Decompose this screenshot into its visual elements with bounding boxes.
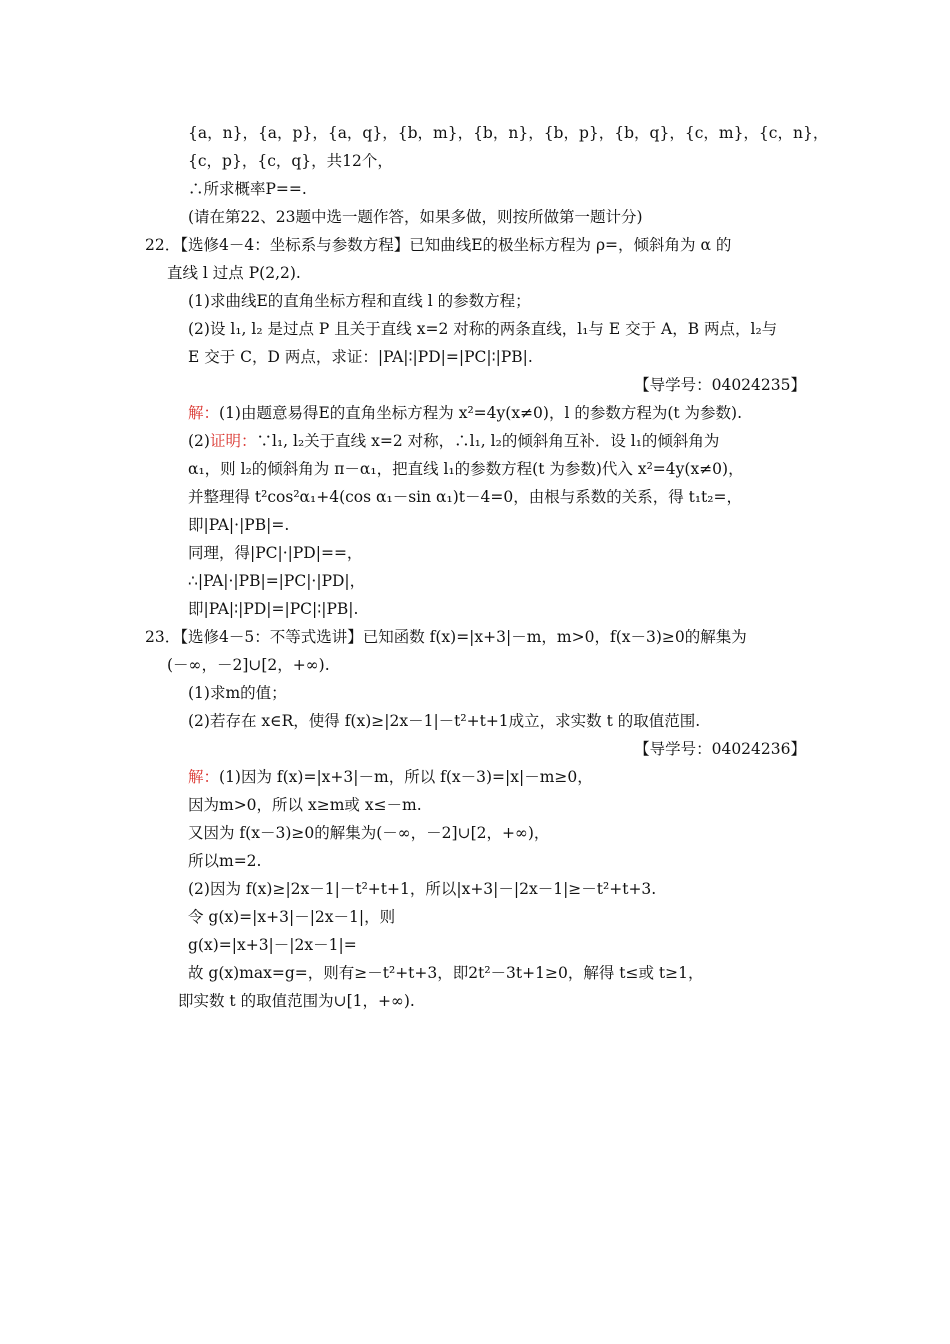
solution-22-line-8: 即|PA|∶|PD|=|PC|∶|PB|. (188, 600, 359, 618)
solution-label: 解： (188, 404, 220, 422)
solution-22-line-3: α₁，则 l₂的倾斜角为 π－α₁，把直线 l₁的参数方程(t 为参数)代入 x²=4y(x≠0)， (188, 460, 744, 478)
choice-note: (请在第22、23题中选一题作答，如果多做，则按所做第一题计分) (188, 208, 643, 226)
solution-23-line-8: 故 g(x)max=g=，则有≥－t²+t+3，即2t²－3t+1≥0，解得 t≤或 t≥1， (188, 964, 704, 982)
problem-22-guide-number: 【导学号：04024235】 (634, 376, 806, 394)
problem-23-guide-number: 【导学号：04024236】 (634, 740, 806, 758)
solution-23-line-7: g(x)=|x+3|－|2x－1|= (188, 936, 357, 954)
solution-22-line-4: 并整理得 t²cos²α₁+4(cos α₁－sin α₁)t－4=0，由根与系数的关系，得 t₁t₂=， (188, 488, 742, 506)
solution-22-line-1: 解：(1)由题意易得E的直角坐标方程为 x²=4y(x≠0)，l 的参数方程为(t 为参数). (188, 404, 743, 422)
solution-22-line-2: (2)证明：∵l₁, l₂关于直线 x=2 对称，∴l₁, l₂的倾斜角互补．设 l₁的倾斜角为 (188, 432, 720, 450)
solution-23-line-5: (2)因为 f(x)≥|2x－1|－t²+t+1，所以|x+3|－|2x－1|≥－t²+t+3. (188, 880, 657, 898)
problem-22-part-1: (1)求曲线E的直角坐标方程和直线 l 的参数方程； (188, 292, 531, 310)
problem-23-part-1: (1)求m的值； (188, 684, 287, 702)
probability-line: ∴所求概率P==. (188, 180, 307, 198)
solution-23-line-2: 因为m>0，所以 x≥m或 x≤－m. (188, 796, 422, 814)
problem-23-line-1: 23．【选修4－5：不等式选讲】已知函数 f(x)=|x+3|－m，m>0，f(x－3)≥0的解集为 (145, 628, 747, 646)
solution-23-line-3: 又因为 f(x－3)≥0的解集为(－∞，－2]∪[2，+∞)， (188, 824, 550, 842)
problem-23-part-2: (2)若存在 x∈R，使得 f(x)≥|2x－1|－t²+t+1成立，求实数 t 的取值范围. (188, 712, 701, 730)
solution-label: 解： (188, 768, 220, 786)
problem-23-line-2: (－∞，－2]∪[2，+∞). (167, 656, 330, 674)
problem-22-line-2: 直线 l 过点 P(2,2). (167, 264, 301, 282)
problem-22-part-2-cont: E 交于 C，D 两点，求证：|PA|∶|PD|=|PC|∶|PB|. (188, 348, 533, 366)
problem-22-part-2: (2)设 l₁, l₂ 是过点 P 且关于直线 x=2 对称的两条直线，l₁与 E 交于 A，B 两点，l₂与 (188, 320, 778, 338)
sample-space-line-2: {c，p}，{c，q}，共12个， (188, 152, 393, 170)
solution-23-line-1: 解：(1)因为 f(x)=|x+3|－m，所以 f(x－3)=|x|－m≥0， (188, 768, 593, 786)
solution-23-line-4: 所以m=2. (188, 852, 262, 870)
solution-23-line-6: 令 g(x)=|x+3|－|2x－1|，则 (188, 908, 396, 926)
proof-label: 证明： (209, 432, 257, 450)
problem-22-line-1: 22．【选修4－4：坐标系与参数方程】已知曲线E的极坐标方程为 ρ=，倾斜角为 α 的 (145, 236, 732, 254)
solution-22-line-5: 即|PA|·|PB|=. (188, 516, 290, 534)
solution-22-line-7: ∴|PA|·|PB|=|PC|·|PD|， (188, 572, 366, 590)
solution-23-line-9: 即实数 t 的取值范围为∪[1，+∞). (178, 992, 415, 1010)
solution-22-line-6: 同理，得|PC|·|PD|==， (188, 544, 363, 562)
sample-space-line-1: {a，n}，{a，p}，{a，q}，{b，m}，{b，n}，{b，p}，{b，q}，{c，m}，{c，n}， (188, 124, 829, 142)
